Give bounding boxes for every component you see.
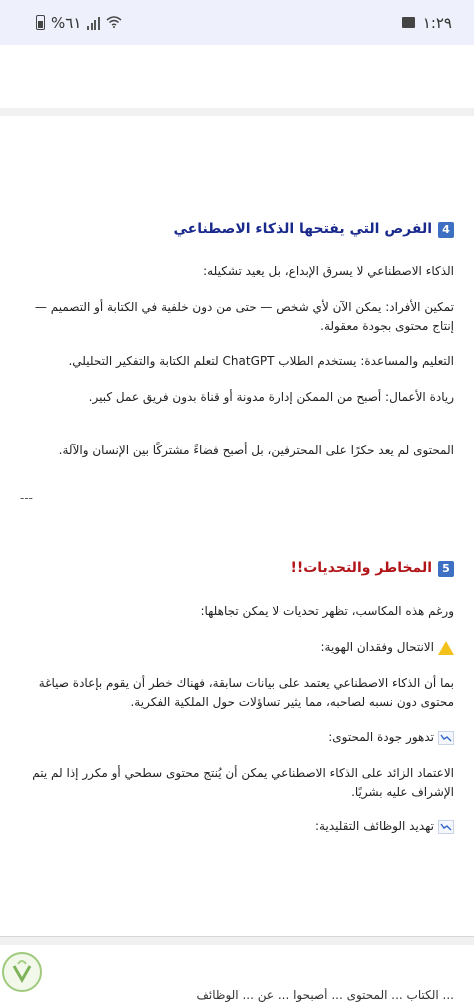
paragraph: الاعتماد الزائد على الذكاء الاصطناعي يمكن أن يُنتج محتوى سطحي أو مكرر إذا لم يتم الإشراف عليه بشريًا. [32,766,454,799]
clock: ١:٢٩ [422,13,452,32]
paragraph: التعليم والمساعدة: يستخدم الطلاب ChatGPT لتعلم الكتابة والتفكير التحليلي. [68,354,454,368]
chart-down-icon [438,731,454,745]
section-5-title: المخاطر والتحديات!! [290,560,432,576]
status-bar [0,0,474,45]
battery-icon [36,15,45,30]
section-number-badge: 4 [438,222,454,238]
status-left [36,14,122,32]
warning-icon [438,641,454,655]
signal-icon [87,16,100,30]
next-post-preview: ... الكتاب ... المحتوى ... أصبحوا ... عن ... الوظائف [196,988,454,1002]
section-4-heading [20,220,454,239]
wifi-icon [106,14,122,32]
status-right [402,14,452,32]
divider-band [0,108,474,116]
site-logo[interactable] [2,952,42,992]
section-4-title: الفرص التي يفتحها الذكاء الاصطناعي [173,221,432,237]
article-body [0,116,474,936]
bullet-title: تدهور جودة المحتوى: [328,730,434,744]
bullet-heading [20,817,454,836]
paragraph: ورغم هذه المكاسب، تظهر تحديات لا يمكن تجاهلها: [200,604,454,618]
top-card [0,45,474,109]
bullet-heading [20,728,454,747]
paragraph: الذكاء الاصطناعي لا يسرق الإبداع، بل يعيد تشكيله: [203,264,454,278]
separator: --- [20,491,33,505]
paragraph: ريادة الأعمال: أصبح من الممكن إدارة مدونة أو قناة بدون فريق عمل كبير. [88,390,454,404]
bullet-heading [20,638,454,657]
section-5-heading [20,559,454,578]
bottom-divider [0,936,474,945]
battery-percent: %٦١ [51,13,82,32]
bullet-title: تهديد الوظائف التقليدية: [315,819,434,833]
paragraph: تمكين الأفراد: يمكن الآن لأي شخص — حتى من دون خلفية في الكتابة أو التصميم — إنتاج محتوى بجودة معقولة. [34,300,454,333]
image-notification-icon [402,17,415,28]
section-number-badge: 5 [438,561,454,577]
bullet-title: الانتحال وفقدان الهوية: [320,640,434,654]
paragraph: المحتوى لم يعد حكرًا على المحترفين، بل أصبح فضاءً مشتركًا بين الإنسان والآلة. [58,443,454,457]
paragraph: بما أن الذكاء الاصطناعي يعتمد على بيانات سابقة، فهناك خطر أن يقوم بإعادة صياغة محتوى دون نسبه لصاحبه، مما يثير تساؤلات حول الملكية الفكرية. [38,676,454,709]
chart-down-icon [438,820,454,834]
